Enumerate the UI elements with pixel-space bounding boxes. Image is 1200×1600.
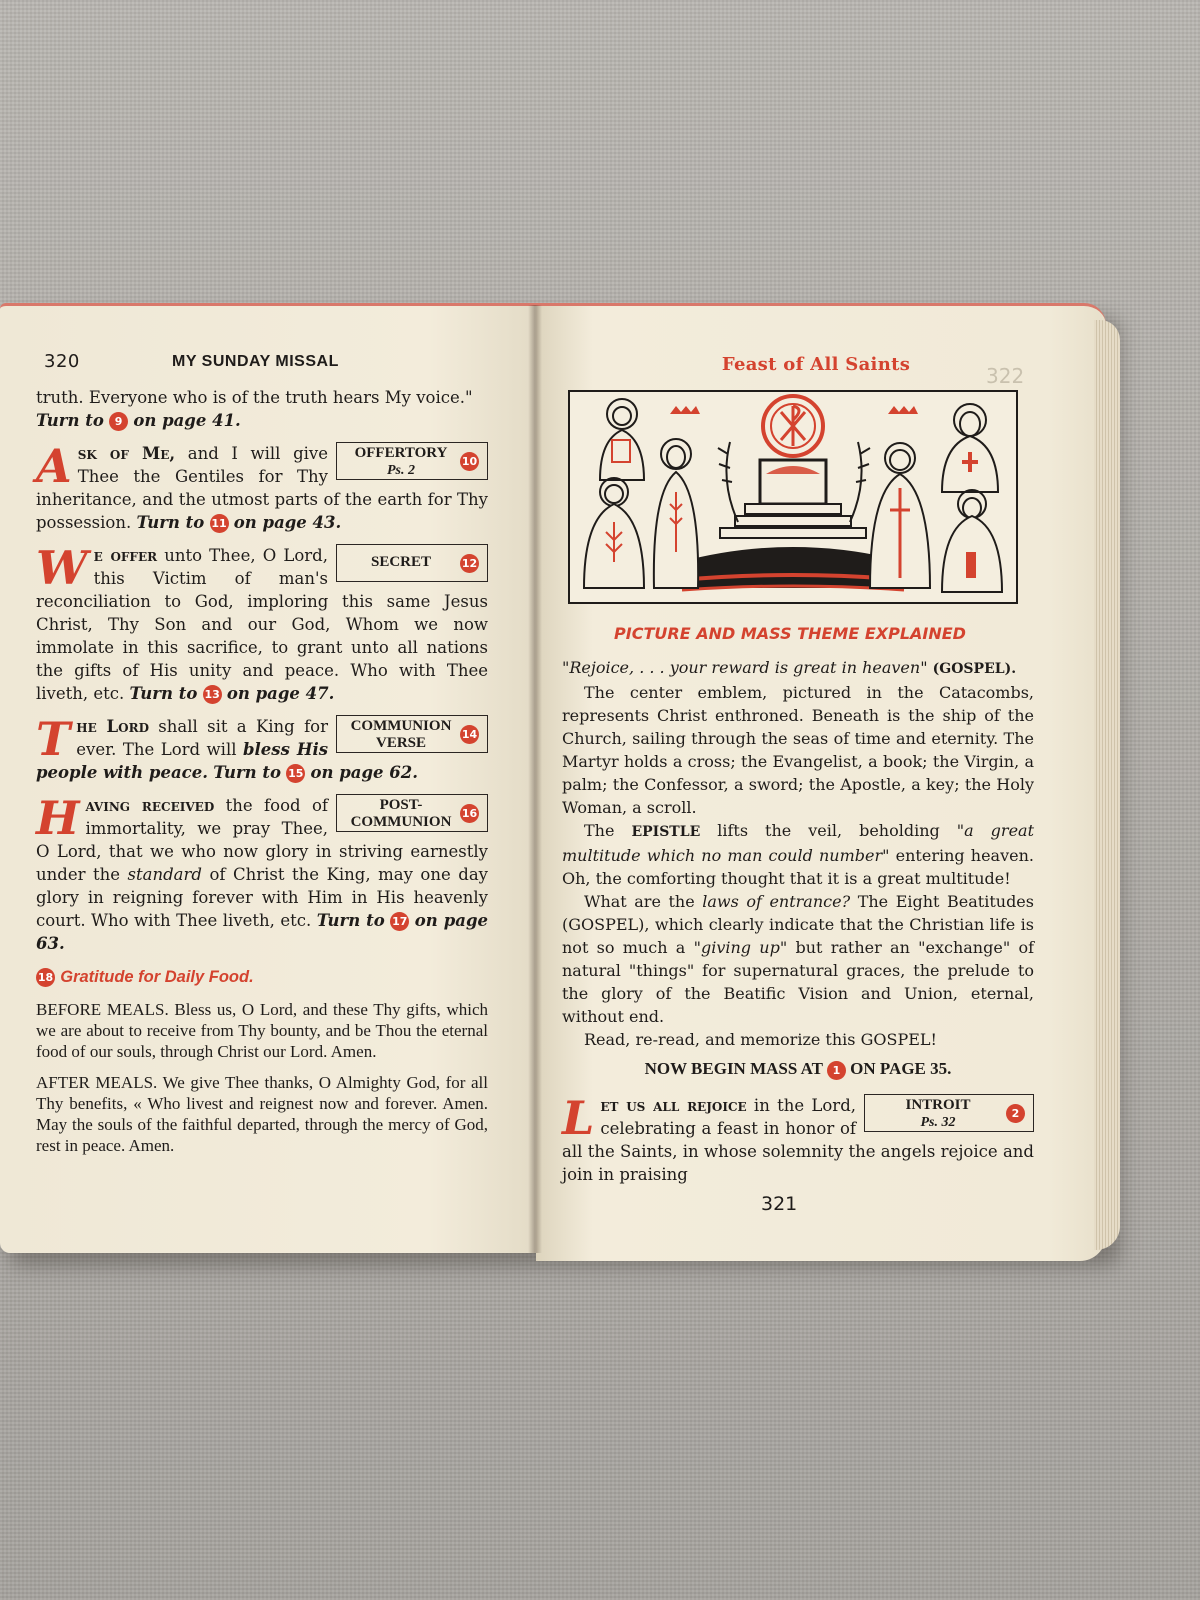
crown-right-icon bbox=[888, 406, 918, 414]
explanation-paragraph-4: Read, re-read, and memorize this GOSPEL! bbox=[584, 1030, 937, 1049]
page-edges bbox=[1094, 320, 1120, 1250]
saints-illustration bbox=[568, 390, 1018, 604]
postcommunion-box: POST-COMMUNION 16 bbox=[336, 794, 488, 832]
left-page bbox=[0, 303, 536, 1253]
virgin-figure bbox=[654, 439, 698, 588]
holy-woman-figure bbox=[942, 490, 1002, 592]
theme-quote: "Rejoice, . . . your reward is great in heaven" (GOSPEL). bbox=[562, 658, 1017, 677]
apostle-figure bbox=[942, 404, 998, 492]
right-text-column bbox=[562, 656, 1034, 1186]
martyr-figure bbox=[870, 443, 930, 588]
explanation-paragraph-1: The center emblem, pictured in the Catacombs, represents Christ enthroned. Beneath is the ship of the Church, sailing through the seas of time and eternity. The Martyr holds a cross; the Evangelist, a book; the Virgin, a palm; the Confessor, a sword; the Apostle, a key; the Holy Woman, a scroll. bbox=[562, 683, 1034, 817]
secret-number-badge: 12 bbox=[460, 554, 479, 573]
drop-cap-h: H bbox=[36, 791, 80, 845]
chi-rho-emblem bbox=[763, 396, 823, 456]
communion-section: COMMUNION VERSE 14 T he Lord shall sit a King for ever. The Lord will bless His people with peace. Turn to 15 on page 62. bbox=[36, 715, 488, 784]
right-page bbox=[536, 303, 1106, 1261]
crown-left-icon bbox=[670, 406, 700, 414]
begin-number-badge: 1 bbox=[827, 1061, 846, 1080]
communion-box: COMMUNION VERSE 14 bbox=[336, 715, 488, 753]
running-title: MY SUNDAY MISSAL bbox=[172, 353, 339, 370]
communion-number-badge: 14 bbox=[460, 725, 479, 744]
book-gutter bbox=[528, 305, 542, 1253]
explanation-paragraph-2: The EPISTLE lifts the veil, beholding "a great multitude which no man could number" entering heaven. Oh, the comforting thought that it is a great multitude! bbox=[562, 821, 1035, 888]
begin-mass-line: NOW BEGIN MASS AT 1 ON PAGE 35. bbox=[644, 1059, 952, 1078]
right-page-number: 321 bbox=[761, 1193, 798, 1215]
gratitude-heading: 18 Gratitude for Daily Food. bbox=[37, 968, 254, 986]
offertory-box: OFFERTORY Ps. 2 10 bbox=[336, 442, 488, 480]
offertory-section: OFFERTORY Ps. 2 10 A sk of Me, and I will give Thee the Gentiles for Thy inheritance, and the utmost parts of the earth for Thy possession. Turn to 11 on page 43. bbox=[36, 439, 488, 532]
before-meals-prayer: BEFORE MEALS. Bless us, O Lord, and these Thy gifts, which we are about to receive from Thy bounty, and be Thou the eternal food of our souls, through Christ our Lord. Amen. bbox=[36, 1000, 488, 1061]
drop-cap-w: W bbox=[36, 541, 88, 595]
after-meals-prayer: AFTER MEALS. We give Thee thanks, O Almighty God, for all Thy benefits, « Who livest and reignest now and forever. Amen. May the souls of the faithful departed, through the mercy of God, rest in peace. Amen. bbox=[36, 1073, 488, 1155]
left-page-number: 320 bbox=[44, 351, 80, 372]
running-head bbox=[44, 351, 464, 372]
secret-section: SECRET 12 W e offer unto Thee, O Lord, this Victim of man's reconciliation to God, imploring this same Jesus Christ, Thy Son and our God, Whom we now immolate in this sacrifice, to grant unto all nations the gifts of His unity and peace. Who with Thee liveth, etc. Turn to 13 on page 47. bbox=[36, 541, 488, 703]
postcommunion-number-badge: 16 bbox=[460, 804, 479, 823]
offertory-number-badge: 10 bbox=[460, 452, 479, 471]
ghost-page-number: 322 bbox=[986, 364, 1025, 388]
drop-cap-a: A bbox=[36, 439, 72, 493]
intro-paragraph: truth. Everyone who is of the truth hears My voice." Turn to 9 on page 41. bbox=[36, 388, 473, 430]
introit-box: INTROIT Ps. 32 2 bbox=[864, 1094, 1034, 1132]
introit-number-badge: 2 bbox=[1006, 1104, 1025, 1123]
theme-heading: PICTURE AND MASS THEME EXPLAINED bbox=[614, 624, 966, 643]
woodcut-illustration bbox=[570, 392, 1016, 602]
explanation-paragraph-3: What are the laws of entrance? The Eight Beatitudes (GOSPEL), which clearly indicate that the Christian life is not so much a "giving up" but rather an "exchange" of natural "things" for supernatural graces, the prelude to the glory of the Beatific Vision and Union, eternal, without end. bbox=[562, 892, 1035, 1026]
drop-cap-l: L bbox=[562, 1091, 595, 1145]
left-text-column bbox=[36, 386, 488, 1166]
evangelist-figure bbox=[600, 399, 644, 480]
postcommunion-section: POST-COMMUNION 16 H aving received the food of immortality, we pray Thee, O Lord, that we who now glory in striving earnestly under the standard of Christ the King, may one day glory in reigning forever with Him in His heavenly court. Who with Thee liveth, etc. Turn to 17 on page 63. bbox=[36, 791, 489, 953]
feast-title: Feast of All Saints bbox=[721, 354, 911, 375]
secret-box: SECRET 12 bbox=[336, 544, 488, 582]
confessor-figure bbox=[584, 478, 644, 588]
introit-section: INTROIT Ps. 32 2 L et us all rejoice in the Lord, celebrating a feast in honor of all the Saints, in whose solemnity the angels rejoice and join in praising bbox=[562, 1091, 1034, 1184]
drop-cap-t: T bbox=[36, 712, 71, 766]
ref-number-badge: 9 bbox=[109, 412, 128, 431]
